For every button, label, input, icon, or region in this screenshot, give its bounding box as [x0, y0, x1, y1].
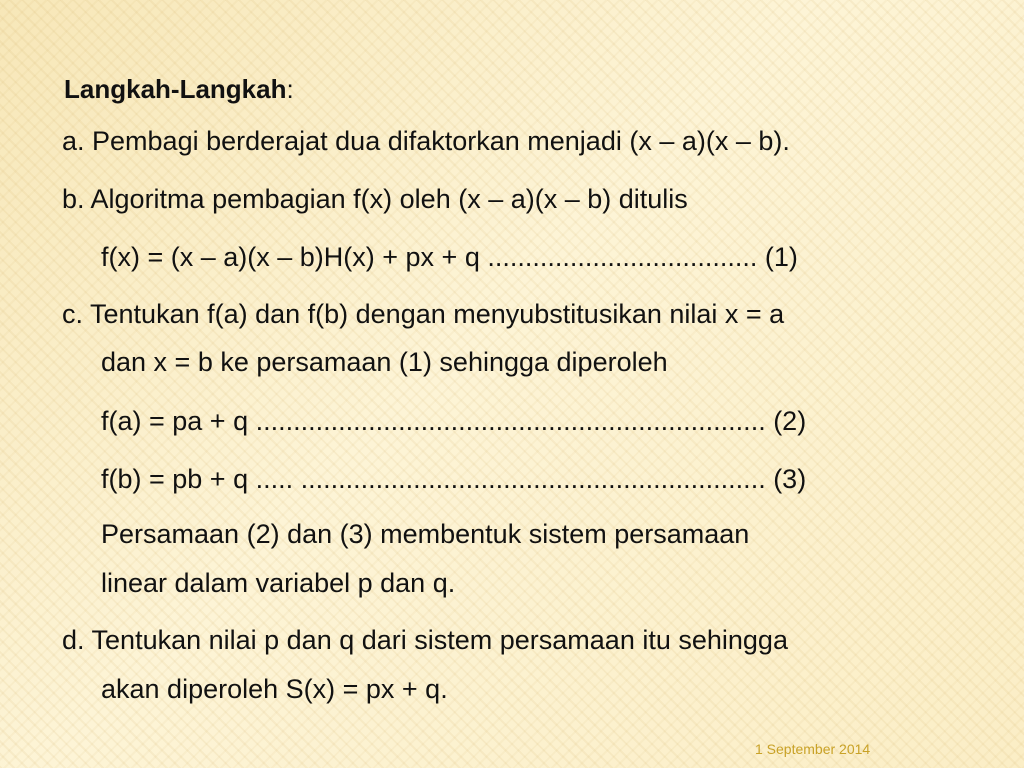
equation-2: f(a) = pa + q .................................................................... (2)	[101, 406, 807, 436]
step-c-continued: dan x = b ke persamaan (1) sehingga diperoleh	[101, 347, 668, 377]
equation-1: f(x) = (x – a)(x – b)H(x) + px + q .................................... (1)	[101, 242, 798, 272]
footer-date: 1 September 2014	[755, 741, 871, 757]
step-c: c. Tentukan f(a) dan f(b) dengan menyubstitusikan nilai x = a	[62, 299, 785, 329]
step-b: b. Algoritma pembagian f(x) oleh (x – a)(x – b) ditulis	[62, 184, 688, 214]
system-note-line-2: linear dalam variabel p dan q.	[101, 568, 456, 598]
equation-3: f(b) = pb + q ..... .............................................................. (3)	[101, 464, 807, 494]
title-colon: :	[286, 74, 294, 104]
system-note-line-1: Persamaan (2) dan (3) membentuk sistem persamaan	[101, 519, 750, 549]
step-a: a. Pembagi berderajat dua difaktorkan menjadi (x – a)(x – b).	[62, 126, 790, 156]
slide-title	[64, 72, 294, 106]
step-d: d. Tentukan nilai p dan q dari sistem persamaan itu sehingga	[62, 625, 788, 655]
title-text: Langkah-Langkah	[64, 74, 287, 104]
step-d-continued: akan diperoleh S(x) = px + q.	[101, 674, 448, 704]
